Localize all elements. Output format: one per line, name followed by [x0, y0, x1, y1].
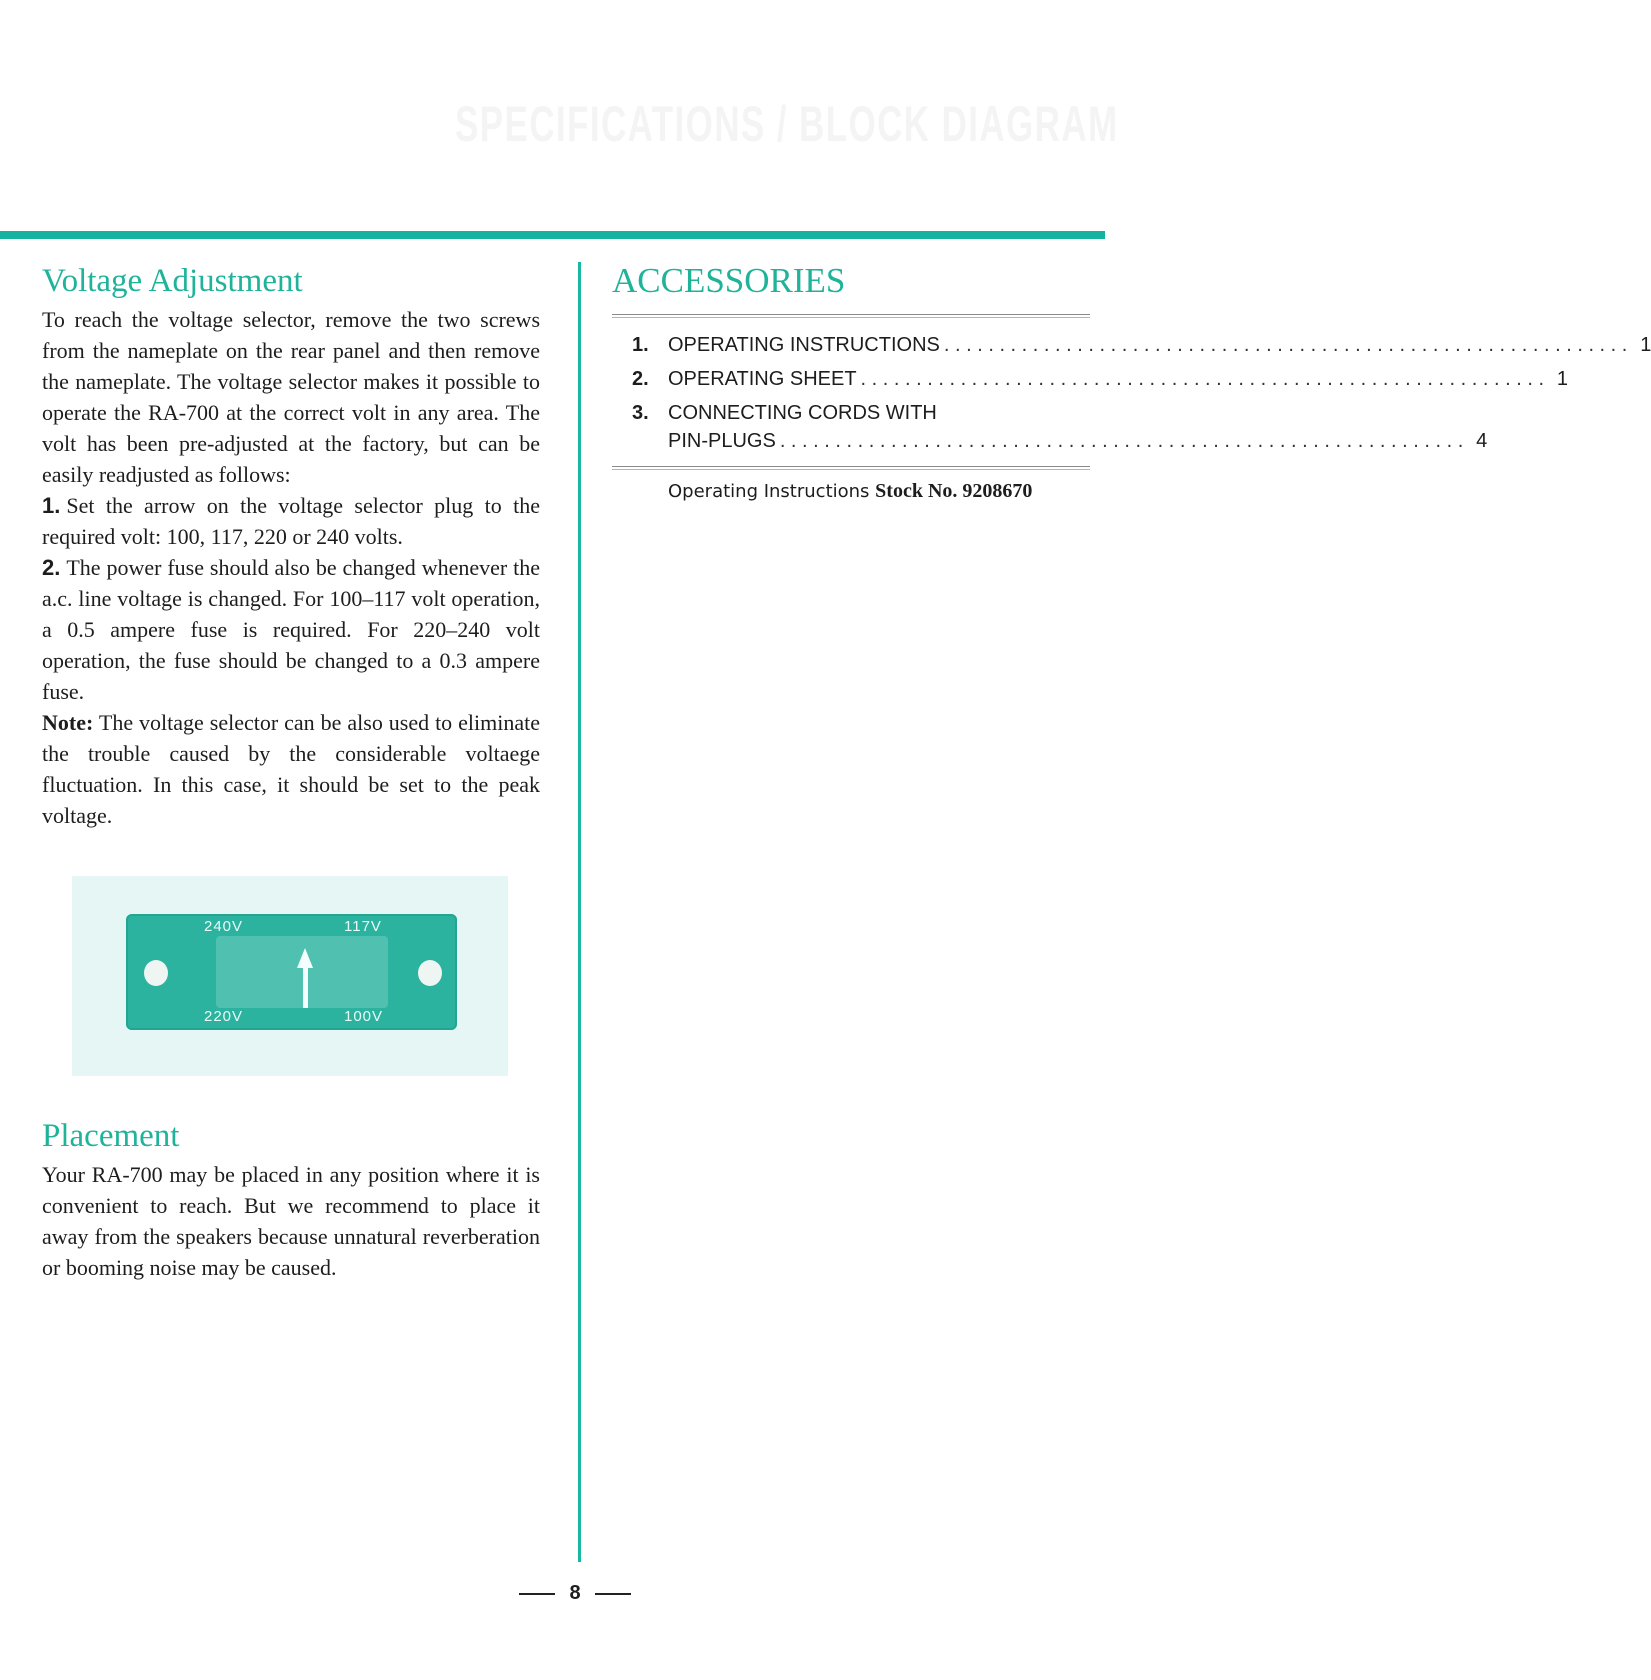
page-number-text: 8 — [569, 1582, 581, 1604]
label-100v: 100V — [344, 1008, 384, 1025]
step-2-number: 2. — [42, 555, 61, 580]
selector-plate — [126, 914, 457, 1030]
item-label-line-2: PIN-PLUGS — [668, 430, 776, 452]
item-label-line-1: CONNECTING CORDS WITH — [668, 402, 937, 424]
note-paragraph — [42, 707, 540, 831]
leader-dots — [944, 328, 1627, 362]
voltage-adjustment-section — [42, 258, 540, 831]
item-quantity: 4 — [1476, 430, 1488, 452]
placement-heading: Placement — [42, 1118, 180, 1154]
stock-number-line — [612, 480, 1112, 503]
up-arrow-icon — [297, 948, 313, 968]
voltage-intro-paragraph: To reach the voltage selector, remove the two screws from the nameplate on the rear panel and then remove the nameplate. The voltage selector makes it possible to operate the RA-700 at the correct volt in any area. The volt has been pre-adjusted at the factory, but can be easily readjusted as follows: — [42, 307, 540, 487]
column-divider — [578, 262, 581, 1562]
selector-plug-window — [216, 936, 388, 1008]
item-quantity: 1 — [1640, 334, 1651, 356]
step-1 — [42, 490, 540, 552]
voltage-selector-illustration — [72, 876, 508, 1076]
label-220v: 220V — [204, 1008, 244, 1025]
list-item — [612, 362, 1569, 396]
step-2 — [42, 552, 540, 707]
accessories-list — [612, 328, 1651, 458]
placement-paragraph: Your RA-700 may be placed in any position where it is convenient to reach. But we recommend to place it away from the speakers because unnatural reverberation or booming noise may be caused. — [42, 1162, 540, 1280]
stock-prefix: Operating Instructions — [668, 481, 870, 502]
accessories-heading: ACCESSORIES — [612, 261, 846, 300]
label-240v: 240V — [204, 918, 244, 935]
leader-dots — [861, 362, 1544, 396]
item-number: 1. — [632, 334, 649, 356]
dash-left — [519, 1593, 555, 1595]
dash-right — [595, 1593, 631, 1595]
placement-section — [42, 1113, 540, 1283]
item-label: OPERATING SHEET — [668, 368, 857, 390]
note-label: Note: — [42, 710, 94, 735]
page-number — [0, 1582, 1150, 1605]
item-label: OPERATING INSTRUCTIONS — [668, 334, 940, 356]
step-1-number: 1. — [42, 493, 61, 518]
item-quantity: 1 — [1556, 368, 1569, 390]
step-2-text: The power fuse should also be changed whenever the a.c. line voltage is changed. For 100–117 volt operation, a 0.5 ampere fuse is required. For 220–240 volt operation, the fuse should be changed to a 0.3 ampere fuse. — [42, 555, 540, 704]
item-number: 2. — [632, 368, 649, 390]
note-text: The voltage selector can be also used to eliminate the trouble caused by the considerable voltaege fluctuation. In this case, it should be set to the peak voltage. — [42, 710, 541, 828]
leader-dots — [780, 424, 1463, 458]
stock-number: Stock No. 9208670 — [875, 480, 1033, 502]
screw-hole-left-icon — [144, 960, 168, 986]
arrow-shaft — [303, 966, 308, 1008]
item-number: 3. — [632, 402, 649, 424]
accessories-bottom-rule — [612, 466, 1090, 470]
list-item — [612, 396, 1488, 458]
accessories-section — [612, 258, 1651, 503]
list-item — [612, 328, 1651, 362]
voltage-adjustment-heading: Voltage Adjustment — [42, 263, 303, 299]
faded-header-bleedthrough: SPECIFICATIONS / BLOCK DIAGRAM — [455, 96, 1119, 152]
step-1-text: Set the arrow on the voltage selector plug to the required volt: 100, 117, 220 or 240 volts. — [42, 493, 540, 549]
top-teal-rule — [0, 231, 1105, 239]
label-117v: 117V — [344, 918, 382, 935]
accessories-top-rule — [612, 314, 1090, 318]
screw-hole-right-icon — [418, 960, 442, 986]
